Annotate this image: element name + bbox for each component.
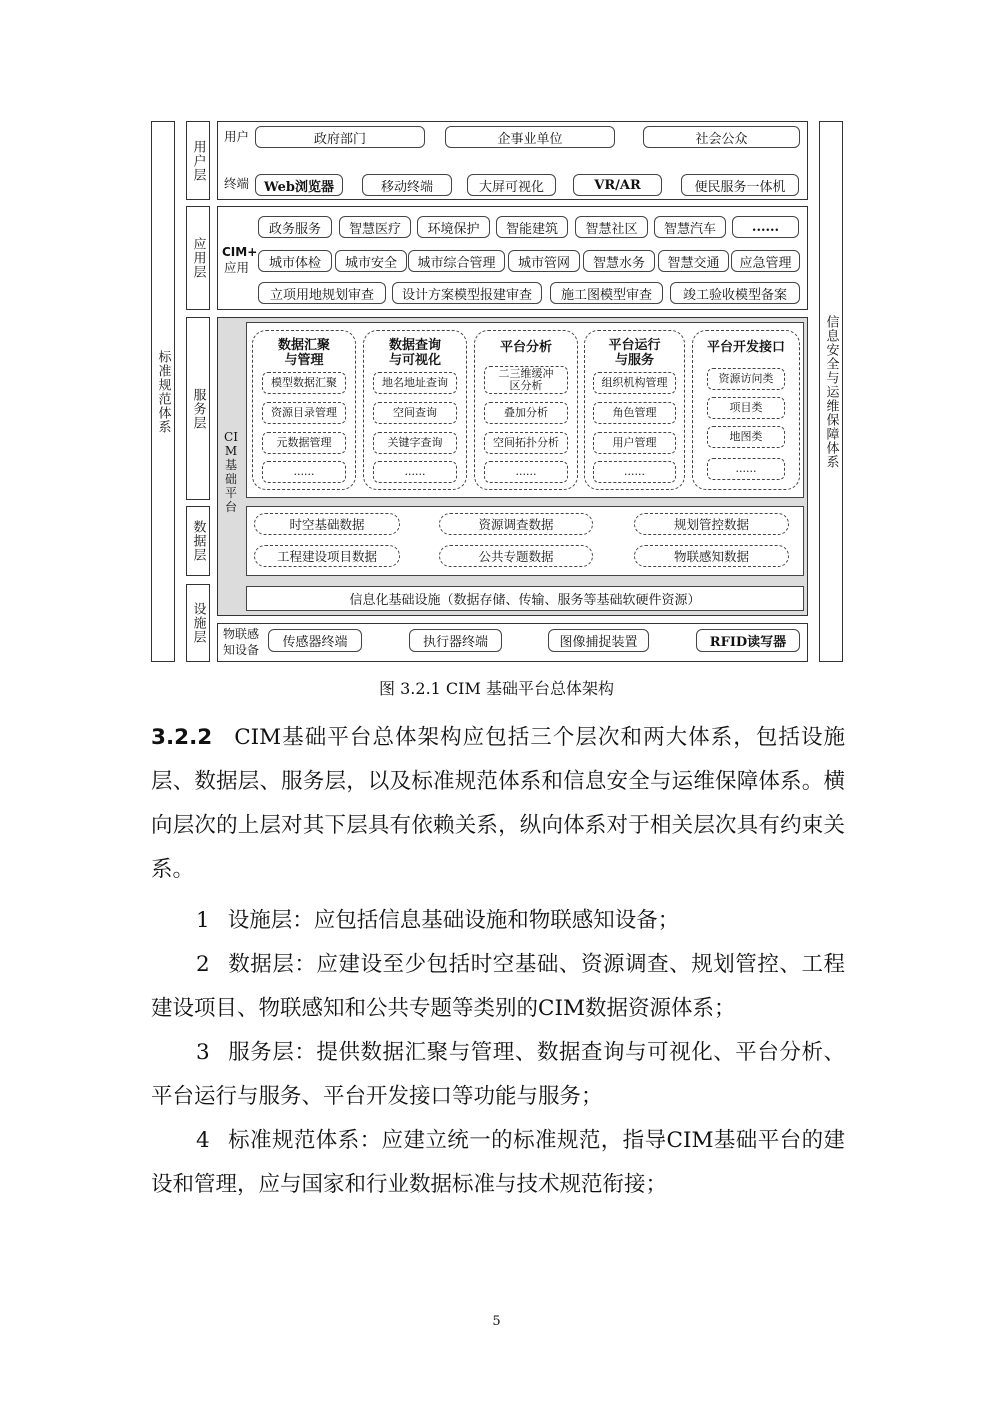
clause-number: 3.2.2 — [151, 725, 213, 750]
service-item-more: ...... — [262, 461, 346, 483]
data-item: 公共专题数据 — [439, 545, 593, 567]
service-item: 空间查询 — [373, 402, 457, 424]
clause-text: CIM基础平台总体架构应包括三个层次和两大体系，包括设施层、数据层、服务层，以及标准规范体系和信息安全与运维保障体系。横向层次的上层对其下层具有依赖关系，纵向体系对于相关层次具有约束关系。 — [151, 725, 845, 882]
service-item: 关键字查询 — [373, 432, 457, 454]
app-item: 智慧医疗 — [339, 216, 411, 238]
app-item: 应急管理 — [731, 250, 800, 272]
security-system-label: 信息安全与运维保障体系 — [823, 314, 839, 469]
service-item-more: ...... — [707, 458, 785, 480]
app-item: 立项用地规划审查 — [258, 282, 386, 304]
app-item: 设计方案模型报建审查 — [392, 282, 542, 304]
iot-rfid: RFID读写器 — [696, 629, 800, 652]
data-layer-label: 数据层 — [186, 506, 210, 576]
data-item: 时空基础数据 — [254, 513, 400, 535]
data-item: 工程建设项目数据 — [254, 545, 400, 567]
service-layer-label: 服务层 — [186, 317, 210, 500]
app-item: 智慧社区 — [575, 216, 648, 238]
iot-sensor: 传感器终端 — [268, 629, 362, 652]
cim-app-label-1: CIM+ — [222, 245, 258, 259]
user-government: 政府部门 — [255, 126, 425, 148]
service-item: 元数据管理 — [262, 432, 346, 454]
app-item: 城市安全 — [335, 250, 407, 272]
service-item: 资源访问类 — [707, 368, 785, 390]
data-item: 规划管控数据 — [634, 513, 789, 535]
app-item: 智慧汽车 — [654, 216, 726, 238]
clause-paragraph — [151, 716, 845, 892]
list-item: 2 数据层：应建设至少包括时空基础、资源调查、规划管控、工程建设项目、物联感知和公共专题等类别的CIM数据资源体系； — [151, 952, 845, 1021]
cim-platform-label: CIM基础平台 — [224, 430, 238, 514]
app-item: 智慧交通 — [658, 250, 729, 272]
service-item-more: ...... — [484, 461, 568, 483]
group-title: 数据汇聚 与管理 — [277, 338, 330, 368]
users-label: 用户 — [224, 129, 250, 144]
terminal-mobile: 移动终端 — [362, 174, 452, 196]
user-enterprise: 企事业单位 — [445, 126, 615, 148]
user-public: 社会公众 — [643, 126, 800, 148]
service-item: 用户管理 — [593, 432, 676, 454]
app-item: 智能建筑 — [496, 216, 568, 238]
figure-caption: 图 3.2.1 CIM 基础平台总体架构 — [379, 679, 614, 698]
app-item: 政务服务 — [258, 216, 332, 238]
iot-label-2: 知设备 — [223, 643, 260, 657]
app-item-more: ...... — [732, 216, 799, 238]
list-item: 3 服务层：提供数据汇聚与管理、数据查询与可视化、平台分析、平台运行与服务、平台开发接口等功能与服务； — [151, 1040, 845, 1109]
iot-actuator: 执行器终端 — [409, 629, 502, 652]
standard-system-column — [151, 121, 175, 662]
list-item: 1 设施层：应包括信息基础设施和物联感知设备； — [196, 908, 680, 933]
service-item: 地名地址查询 — [373, 372, 457, 394]
terminals-label: 终端 — [224, 176, 250, 191]
service-item: 二三维缓冲区分析 — [484, 366, 568, 394]
security-system-column — [819, 121, 843, 662]
service-item: 叠加分析 — [484, 402, 568, 424]
group-title: 平台运行 与服务 — [608, 338, 661, 368]
service-item: 组织机构管理 — [593, 372, 676, 394]
group-title: 平台开发接口 — [706, 340, 785, 355]
service-item: 地图类 — [707, 426, 785, 448]
facility-layer-label: 设施层 — [186, 584, 210, 662]
app-item: 城市综合管理 — [408, 250, 505, 272]
app-item: 城市体检 — [258, 250, 332, 272]
service-item-more: ...... — [593, 461, 676, 483]
data-item: 物联感知数据 — [634, 545, 789, 567]
iot-label-1: 物联感 — [223, 627, 260, 641]
group-title: 平台分析 — [499, 340, 552, 355]
terminal-vrar: VR/AR — [573, 174, 662, 196]
terminal-kiosk: 便民服务一体机 — [681, 174, 799, 196]
terminal-bigscreen: 大屏可视化 — [467, 174, 556, 196]
service-item: 空间拓扑分析 — [484, 432, 568, 454]
service-item: 资源目录管理 — [262, 402, 346, 424]
app-layer-label: 应用层 — [186, 206, 210, 310]
app-item: 竣工验收模型备案 — [670, 282, 800, 304]
service-item-more: ...... — [373, 461, 457, 483]
service-item: 项目类 — [707, 397, 785, 419]
service-item: 模型数据汇聚 — [262, 372, 346, 394]
terminal-web: Web浏览器 — [255, 174, 343, 196]
iot-camera: 图像捕捉装置 — [548, 629, 649, 652]
standard-system-label: 标准规范体系 — [155, 349, 171, 434]
infrastructure-bar: 信息化基础设施（数据存储、传输、服务等基础软硬件资源） — [246, 586, 804, 611]
app-item: 智慧水务 — [583, 250, 655, 272]
user-layer-label: 用户层 — [186, 121, 210, 200]
app-item: 施工图模型审查 — [550, 282, 663, 304]
cim-app-label-2: 应用 — [224, 260, 250, 275]
app-item: 环境保护 — [417, 216, 490, 238]
group-title: 数据查询 与可视化 — [388, 338, 441, 368]
service-item: 角色管理 — [593, 402, 676, 424]
list-item: 4 标准规范体系：应建立统一的标准规范，指导CIM基础平台的建设和管理，应与国家和行业数据标准与技术规范衔接； — [151, 1128, 845, 1197]
page-number: 5 — [492, 1314, 501, 1329]
data-item: 资源调查数据 — [439, 513, 593, 535]
app-item: 城市管网 — [508, 250, 580, 272]
